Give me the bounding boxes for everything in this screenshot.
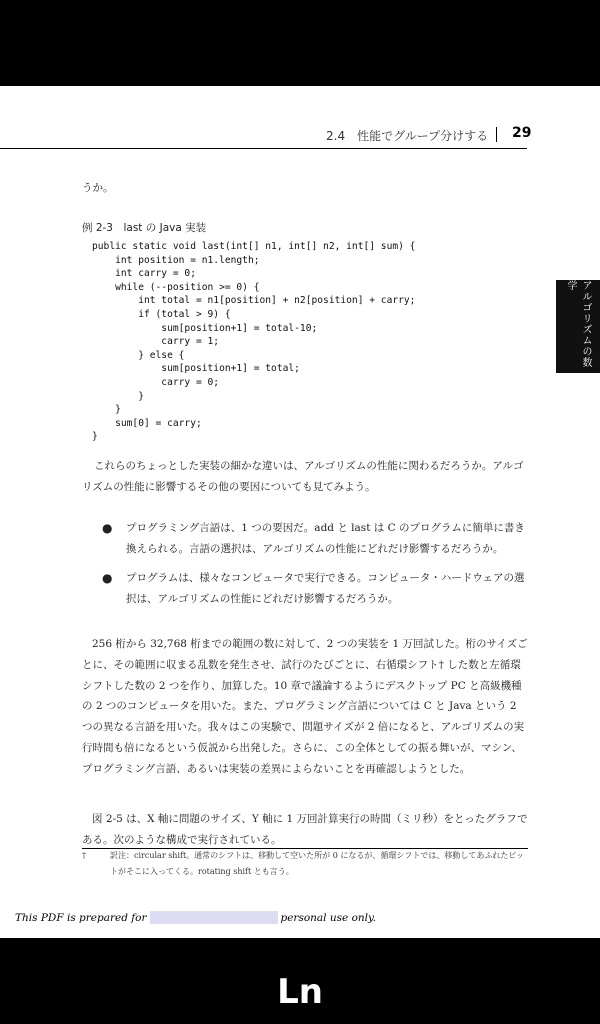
bullet-item [100, 518, 528, 560]
side-tab-label: アルゴリズムの数学 [565, 280, 591, 368]
example-caption: 例 2-3 last の Java 実装 [82, 222, 207, 234]
bullet-text: プログラムは、様々なコンピュータで実行できる。コンピュータ・ハードウェアの選択は、アルゴリズムの性能にどれだけ影響するだろうか。 [126, 572, 525, 605]
page-number: 29 [512, 125, 532, 141]
footnote [82, 848, 528, 880]
pdf-page [0, 86, 600, 938]
redacted-name [150, 911, 278, 924]
bullet-item [100, 568, 528, 610]
header-rule [0, 148, 527, 149]
running-header-section: 2.4 性能でグループ分けする [326, 129, 489, 143]
carry-over-text: うか。 [82, 182, 114, 194]
body-paragraph-2: 256 桁から 32,768 桁までの範囲の数に対して、2 つの実装を 1 万回試した。桁のサイズごとに、その範囲に収まる乱数を発生させ、試行のたびごとに、右循環シフト† した数と左循環シフトした数の 2 つを作り、加算した。10 章で議論するようにデスクトップ PC と高級機種の 2 つのコンピュータを用いた。また、プログラミング言語については C と Java という 2 つの異なる言語を用いた。我々はこの実験で、問題サイズが 2 倍になると、アルゴリズムの実行時間も倍になるという仮説から出発した。さらに、この全体としての振る舞いが、マシン、プログラミング言語、あるいは実装の差異によらないことを再確認しようとした。 [82, 638, 528, 775]
bullet-icon: ● [102, 521, 113, 535]
code-listing: public static void last(int[] n1, int[] n2, int[] sum) { int position = n1.length; int carry = 0; while (--position >= 0) { int total = n1[position] + n2[position] + carry; if (total > 9) { sum[position+1] = total-10; carry = 1; } else { sum[position+1] = total; carry = 0; } } sum[0] = carry; } [92, 241, 416, 443]
header-separator [496, 127, 497, 142]
bullet-list [100, 518, 528, 618]
bottom-label: Ln [277, 972, 323, 1012]
top-black-bar [0, 0, 600, 86]
bullet-icon: ● [102, 571, 113, 585]
body-paragraph-3: 図 2-5 は、X 軸に問題のサイズ、Y 軸に 1 万回計算実行の時間（ミリ秒）をとったグラフである。次のような構成で実行されている。 [82, 813, 528, 846]
watermark-prefix: This PDF is prepared for [15, 911, 147, 924]
footnote-mark: † [82, 851, 86, 860]
license-watermark [15, 911, 376, 924]
body-paragraph-1: これらのちょっとした実装の細かな違いは、アルゴリズムの性能に関わるだろうか。アルゴリズムの性能に影響するその他の要因についても見てみよう。 [82, 460, 524, 493]
bullet-text: プログラミング言語は、1 つの要因だ。add と last は C のプログラムに簡単に書き換えられる。言語の選択は、アルゴリズムの性能にどれだけ影響するだろうか。 [126, 522, 525, 555]
chapter-side-tab [556, 280, 600, 373]
footnote-text: 訳注：circular shift。通常のシフトは、移動して空いた所が 0 になるが、循環シフトでは、移動してあふれたビットがそこに入ってくる。rotating shift とも言う。 [110, 851, 525, 876]
watermark-suffix: personal use only. [280, 911, 376, 924]
